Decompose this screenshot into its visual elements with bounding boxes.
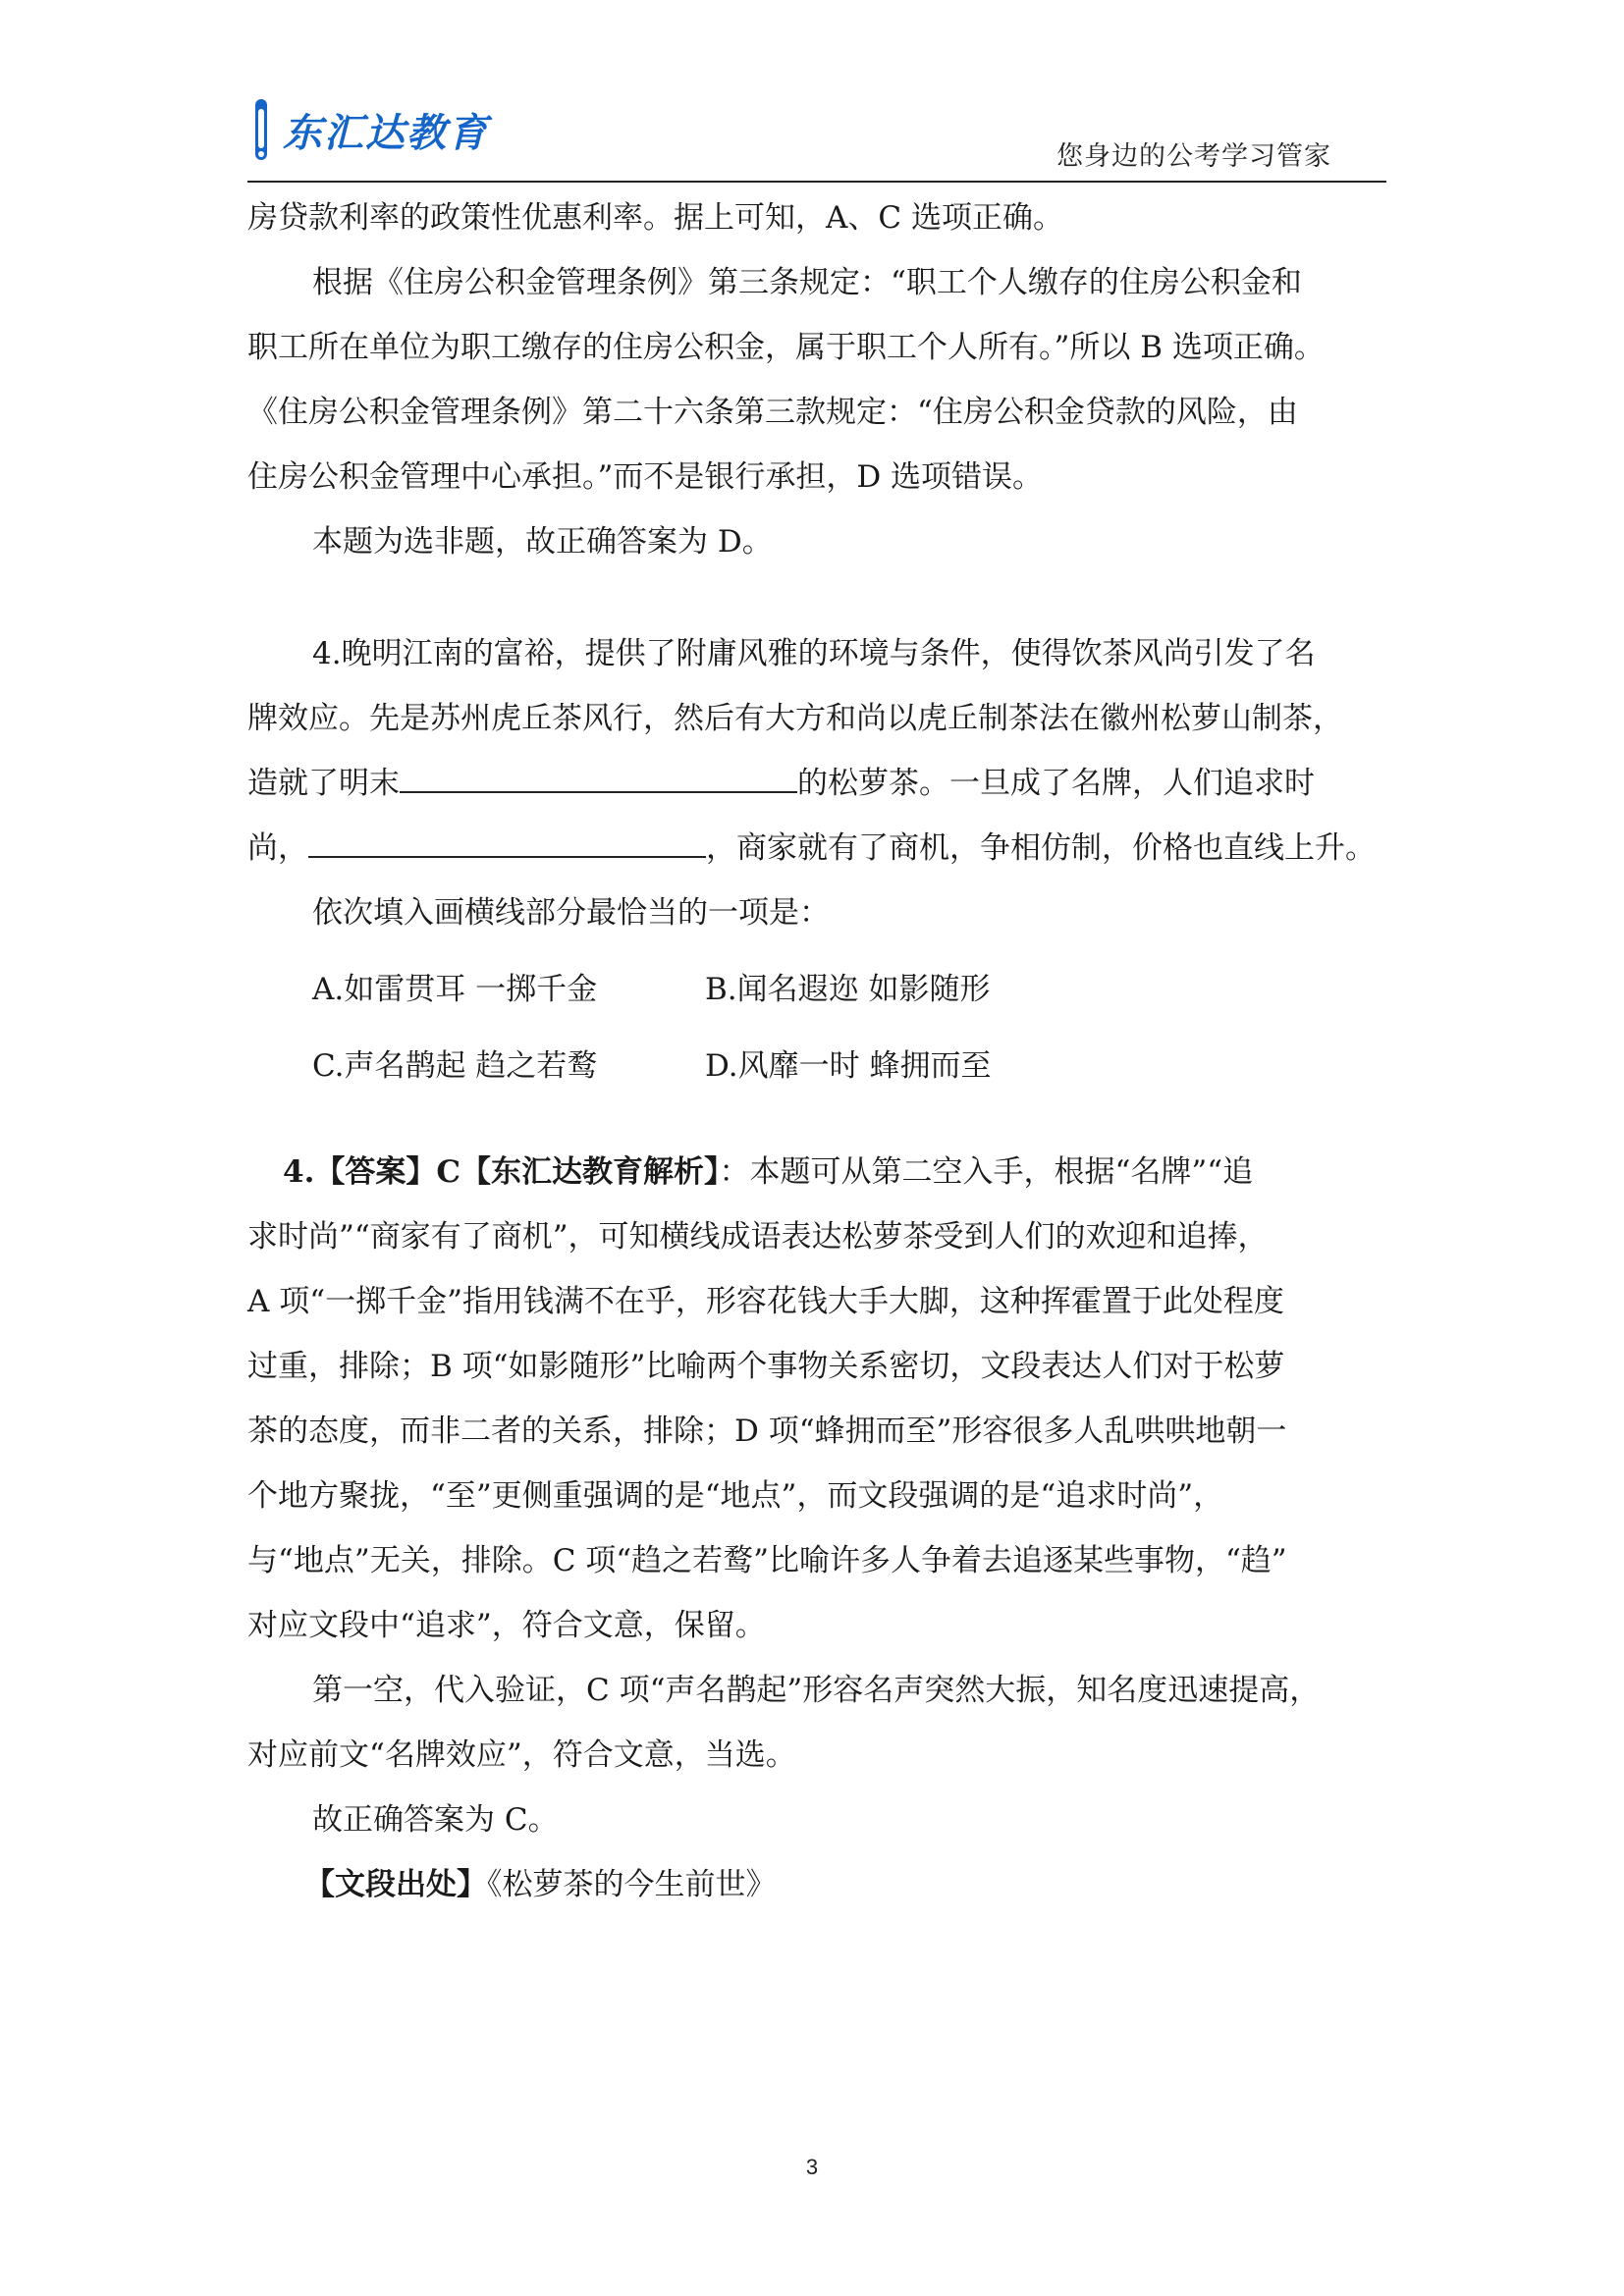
option-b: B.闻名遐迩 如影随形: [705, 972, 991, 1007]
question-line: 4.晚明江南的富裕，提供了附庸风雅的环境与条件，使得饮茶风尚引发了名: [312, 636, 1316, 671]
answer-line: 个地方聚拢，“至”更侧重强调的是“地点”，而文段强调的是“追求时尚”，: [247, 1478, 1224, 1514]
spacer: [247, 956, 1386, 968]
text-line: 住房公积金管理中心承担。”而不是银行承担，D 选项错误。: [247, 459, 1044, 495]
text-line: 《住房公积金管理条例》第二十六条第三款规定：“住房公积金贷款的风险，由: [247, 395, 1298, 430]
page-number: 3: [805, 2155, 819, 2179]
answer-line: 与“地点”无关，排除。C 项“趋之若鹜”比喻许多人争着去追逐某些事物，“趋”: [247, 1543, 1287, 1578]
answer-line: 故正确答案为 C。: [312, 1802, 559, 1838]
text-line: 根据《住房公积金管理条例》第三条规定：“职工个人缴存的住房公积金和: [312, 265, 1302, 300]
spacer: [247, 1121, 1386, 1150]
document-body: [247, 196, 1386, 1928]
brand-logo: [247, 94, 489, 165]
page-header: [247, 86, 1386, 183]
logo-mark-icon: [247, 95, 277, 164]
answer-line: A 项“一掷千金”指用钱满不在乎，形容花钱大手大脚，这种挥霍置于此处程度: [247, 1284, 1284, 1319]
question-line: 牌效应。先是苏州虎丘茶风行，然后有大方和尚以虎丘制茶法在徽州松萝山制茶，: [247, 701, 1343, 736]
question-line: [247, 762, 1386, 806]
question-text: ，商家就有了商机，争相仿制，价格也直线上升。: [706, 830, 1376, 866]
logo-text: 东汇达教育: [283, 110, 489, 156]
question-text: 尚，: [247, 830, 308, 866]
question-text: 造就了明末: [247, 766, 400, 801]
answer-line: 对应前文“名牌效应”，符合文意，当选。: [247, 1737, 796, 1773]
text-line: 职工所在单位为职工缴存的住房公积金，属于职工个人所有。”所以 B 选项正确。: [247, 330, 1325, 365]
answer-line: [247, 1150, 1386, 1195]
source-line: [247, 1863, 1386, 1907]
answer-label: 4.【答案】C【东汇达教育解析】: [283, 1154, 720, 1190]
spacer: [247, 585, 1386, 632]
question-line: [247, 827, 1386, 871]
question-prompt: 依次填入画横线部分最恰当的一项是：: [312, 895, 830, 931]
answer-line: 求时尚”“商家有了商机”，可知横线成语表达松萝茶受到人们的欢迎和追捧，: [247, 1219, 1269, 1255]
option-d: D.风靡一时 蜂拥而至: [705, 1048, 992, 1084]
header-slogan: 您身边的公考学习管家: [1056, 141, 1331, 172]
answer-line: 茶的态度，而非二者的关系，排除；D 项“蜂拥而至”形容很多人乱哄哄地朝一: [247, 1414, 1287, 1449]
option-a: A.如雷贯耳 一掷千金: [312, 972, 598, 1007]
question-text: 的松萝茶。一旦成了名牌，人们追求时: [797, 766, 1315, 801]
options-row: [247, 968, 1386, 1012]
options-row: [247, 1044, 1386, 1089]
option-c: C.声名鹊起 趋之若鹜: [312, 1048, 598, 1084]
answer-line: 对应文段中“追求”，符合文意，保留。: [247, 1608, 766, 1643]
source-label: 【文段出处】: [304, 1867, 487, 1902]
fill-blank-2: [308, 827, 706, 858]
answer-text: ：本题可从第二空入手，根据“名牌”“追: [719, 1154, 1254, 1190]
text-line: 房贷款利率的政策性优惠利率。据上可知，A、C 选项正确。: [247, 200, 1063, 236]
fill-blank-1: [400, 762, 797, 793]
source-title: 《松萝茶的今生前世》: [487, 1867, 777, 1902]
answer-line: 过重，排除；B 项“如影随形”比喻两个事物关系密切，文段表达人们对于松萝: [247, 1349, 1285, 1384]
answer-line: 第一空，代入验证，C 项“声名鹊起”形容名声突然大振，知名度迅速提高，: [312, 1673, 1321, 1708]
text-line: 本题为选非题，故正确答案为 D。: [312, 524, 773, 560]
